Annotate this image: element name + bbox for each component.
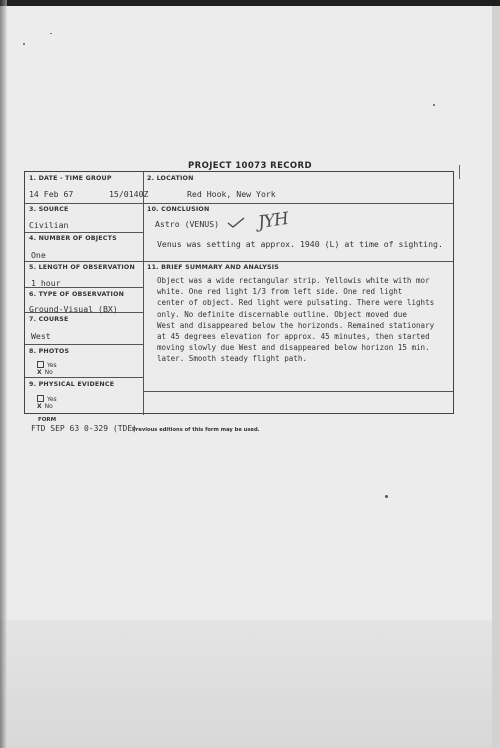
checkbox-x-icon: X (37, 369, 42, 376)
location-label: 2. LOCATION (147, 175, 194, 182)
record-form (24, 171, 454, 414)
checkbox-empty-icon (37, 395, 44, 402)
photos-no-option (37, 369, 53, 376)
form-title: PROJECT 10073 RECORD (188, 161, 312, 171)
source-value: Civilian (29, 220, 69, 230)
scan-left-shadow (0, 0, 7, 748)
row-divider (25, 377, 143, 378)
photos-no-label: No (44, 369, 53, 376)
margin-mark (459, 165, 460, 179)
speck (385, 495, 388, 498)
physical-evidence-no-option (37, 403, 53, 410)
summary-line: white. One red light 1/3 from left side. One red light (157, 287, 403, 297)
checkbox-empty-icon (37, 361, 44, 368)
checkmark-icon (227, 217, 245, 229)
photos-yes-label: Yes (47, 362, 57, 369)
type-of-observation-label: 6. TYPE OF OBSERVATION (29, 291, 125, 298)
summary-line: later. Smooth steady flight path. (157, 354, 307, 364)
physical-evidence-label: 9. PHYSICAL EVIDENCE (29, 381, 115, 388)
row-divider (143, 391, 453, 392)
course-value: West (31, 331, 51, 341)
photos-yes-option (37, 361, 57, 369)
reviewer-initials: JYH (256, 209, 290, 233)
column-divider (143, 172, 144, 391)
conclusion-value: Astro (VENUS) (155, 219, 220, 229)
date-value: 14 Feb 67 (29, 189, 74, 199)
physical-evidence-yes-label: Yes (47, 396, 57, 403)
row-divider (25, 203, 453, 204)
summary-line: only. No definite discernable outline. Object moved due (157, 309, 407, 319)
summary-line: Object was a wide rectangular strip. Yellowis white with mor (157, 276, 430, 285)
row-divider (25, 344, 143, 345)
scan-right-edge (492, 6, 500, 748)
summary-label: 11. BRIEF SUMMARY AND ANALYSIS (147, 264, 280, 271)
physical-evidence-yes-option (37, 395, 57, 403)
summary-line: West and disappeared below the horizonds. Remained stationary (157, 320, 435, 330)
summary-text (157, 275, 453, 365)
physical-evidence-no-label: No (44, 403, 53, 410)
speck (50, 33, 52, 34)
date-time-label: 1. DATE - TIME GROUP (29, 175, 112, 182)
conclusion-label: 10. CONCLUSION (147, 206, 210, 213)
footer-form-label: FORM (38, 417, 57, 423)
course-label: 7. COURSE (29, 316, 69, 323)
location-value: Red Hook, New York (187, 189, 276, 199)
number-of-objects-label: 4. NUMBER OF OBJECTS (29, 235, 117, 242)
length-of-observation-value: 1 hour (31, 278, 61, 288)
summary-line: center of object. Red light were pulsating. There were lights (157, 298, 435, 308)
summary-line: moving slowly due West and disappeared below horizon 15 min. (157, 343, 430, 353)
summary-line: at 45 degrees elevation for approx. 45 minutes, then started (157, 332, 430, 342)
speck (23, 43, 25, 45)
row-divider (25, 261, 453, 262)
checkbox-x-icon: X (37, 403, 42, 410)
length-of-observation-label: 5. LENGTH OF OBSERVATION (29, 264, 135, 271)
time-value: 15/0140Z (109, 189, 149, 199)
source-label: 3. SOURCE (29, 206, 69, 213)
speck (433, 104, 435, 106)
paper-lower-band (0, 620, 500, 748)
column-divider-lower (143, 391, 144, 415)
footer-form-id: FTD SEP 63 0-329 (TDE) (31, 424, 137, 433)
footer-note: Previous editions of this form may be used. (132, 427, 260, 433)
photos-label: 8. PHOTOS (29, 348, 70, 355)
number-of-objects-value: One (31, 250, 46, 260)
row-divider (25, 232, 143, 233)
conclusion-note: Venus was setting at approx. 1940 (L) at time of sighting. (157, 239, 443, 249)
type-of-observation-value: Ground-Visual (BX) (29, 304, 118, 314)
